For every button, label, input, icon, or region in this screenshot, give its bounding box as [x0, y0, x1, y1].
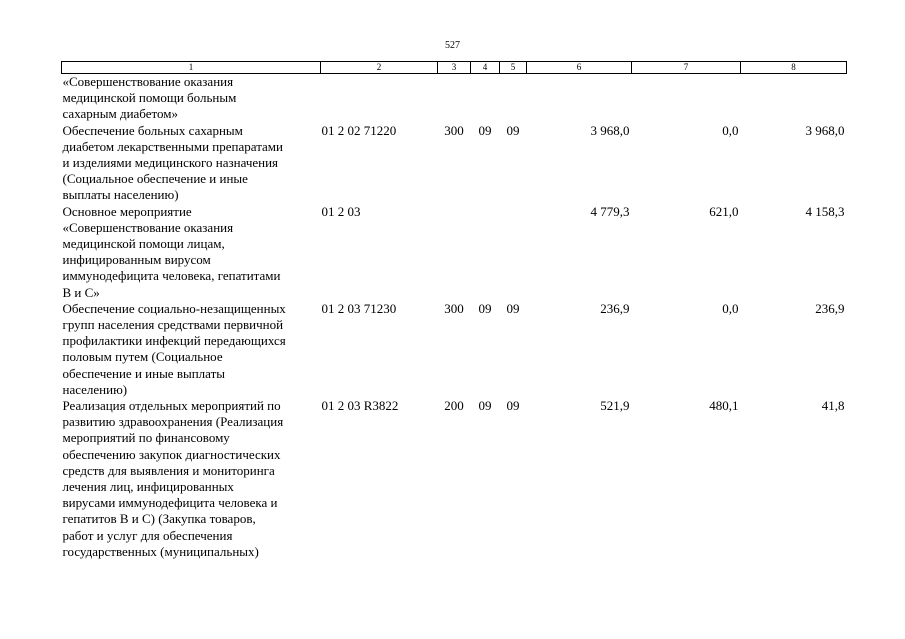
column-header-3: 3 [438, 62, 471, 74]
subsection-cell: 09 [506, 398, 520, 414]
subsection-cell [500, 74, 527, 123]
column-header-4: 4 [471, 62, 500, 74]
amount-column-7-cell: 621,0 [709, 203, 739, 219]
item-name-line: диабетом лекарственными препаратами [62, 138, 283, 154]
target-article-code-cell: 01 2 02 71220 [321, 122, 397, 138]
amount-column-7-cell: 0,0 [722, 300, 739, 316]
target-article-code-cell [321, 74, 438, 123]
expense-type-cell: 300 [444, 122, 464, 138]
expense-type-cell [438, 74, 471, 123]
subsection-cell: 09 [506, 122, 520, 138]
item-name-line: Обеспечение социально-незащищенных [62, 300, 286, 316]
item-name-line: медицинской помощи лицам, [62, 236, 225, 252]
item-name-line: В и С» [62, 284, 100, 300]
item-name-line: государственных (муниципальных) [62, 543, 259, 559]
target-article-code-cell: 01 2 03 [321, 203, 361, 219]
item-name-line: инфицированным вирусом [62, 252, 211, 268]
table-row [62, 301, 847, 398]
table-row [62, 123, 847, 204]
section-cell [471, 204, 500, 301]
amount-column-8-cell: 4 158,3 [805, 203, 845, 219]
item-name-cell [62, 74, 321, 123]
item-name-line: обеспечению закупок диагностических [62, 446, 281, 462]
section-cell: 09 [478, 300, 492, 316]
item-name-line: вирусами иммунодефицита человека и [62, 495, 278, 511]
item-name-line: групп населения средствами первичной [62, 317, 284, 333]
item-name-line: выплаты населению) [62, 187, 179, 203]
table-row [62, 74, 847, 123]
table-row [62, 398, 847, 560]
amount-column-8-cell: 41,8 [821, 398, 845, 414]
page-number: 527 [445, 40, 460, 51]
amount-column-8-cell: 236,9 [815, 300, 845, 316]
table-row [62, 204, 847, 301]
column-header-7: 7 [632, 62, 741, 74]
item-name-line: мероприятий по финансовому [62, 430, 230, 446]
section-cell [471, 74, 500, 123]
item-name-line: Обеспечение больных сахарным [62, 122, 243, 138]
amount-column-6-cell [527, 74, 632, 123]
item-name-line: обеспечение и иные выплаты [62, 365, 225, 381]
item-name-line: работ и услуг для обеспечения [62, 527, 233, 543]
item-name-line: половым путем (Социальное [62, 349, 223, 365]
expense-type-cell: 200 [444, 398, 464, 414]
item-name-line: и изделиями медицинского назначения [62, 155, 279, 171]
column-header-8: 8 [741, 62, 847, 74]
amount-column-7-cell [632, 74, 741, 123]
amount-column-6-cell: 521,9 [600, 398, 630, 414]
item-name-cell [62, 301, 321, 398]
item-name-line: развитию здравоохранения (Реализация [62, 414, 284, 430]
item-name-line: населению) [62, 381, 128, 397]
column-header-6: 6 [527, 62, 632, 74]
item-name-cell [62, 398, 321, 560]
subsection-cell [500, 204, 527, 301]
section-cell: 09 [478, 122, 492, 138]
item-name-line: сахарным диабетом» [62, 106, 179, 122]
item-name-line: медицинской помощи больным [62, 90, 237, 106]
item-name-line: средств для выявления и мониторинга [62, 462, 275, 478]
column-header-2: 2 [321, 62, 438, 74]
item-name-line: гепатитов В и С) (Закупка товаров, [62, 511, 256, 527]
column-header-1: 1 [62, 62, 321, 74]
column-number-header [62, 62, 847, 74]
item-name-cell [62, 204, 321, 301]
amount-column-8-cell [741, 74, 847, 123]
section-cell: 09 [478, 398, 492, 414]
item-name-line: Основное мероприятие [62, 203, 192, 219]
item-name-line: лечения лиц, инфицированных [62, 479, 234, 495]
amount-column-6-cell: 4 779,3 [590, 203, 630, 219]
item-name-cell [62, 123, 321, 204]
amount-column-7-cell: 480,1 [709, 398, 739, 414]
expense-type-cell [438, 204, 471, 301]
budget-table [61, 61, 847, 560]
item-name-line: «Совершенствование оказания [62, 74, 234, 89]
target-article-code-cell: 01 2 03 R3822 [321, 398, 399, 414]
table-body [62, 74, 847, 561]
amount-column-6-cell: 3 968,0 [590, 122, 630, 138]
amount-column-8-cell: 3 968,0 [805, 122, 845, 138]
column-header-5: 5 [500, 62, 527, 74]
amount-column-7-cell: 0,0 [722, 122, 739, 138]
subsection-cell: 09 [506, 300, 520, 316]
item-name-line: (Социальное обеспечение и иные [62, 171, 248, 187]
item-name-line: «Совершенствование оказания [62, 219, 234, 235]
item-name-line: иммунодефицита человека, гепатитами [62, 268, 281, 284]
item-name-line: Реализация отдельных мероприятий по [62, 398, 281, 414]
item-name-line: профилактики инфекций передающихся [62, 333, 286, 349]
expense-type-cell: 300 [444, 300, 464, 316]
target-article-code-cell: 01 2 03 71230 [321, 300, 397, 316]
amount-column-6-cell: 236,9 [600, 300, 630, 316]
